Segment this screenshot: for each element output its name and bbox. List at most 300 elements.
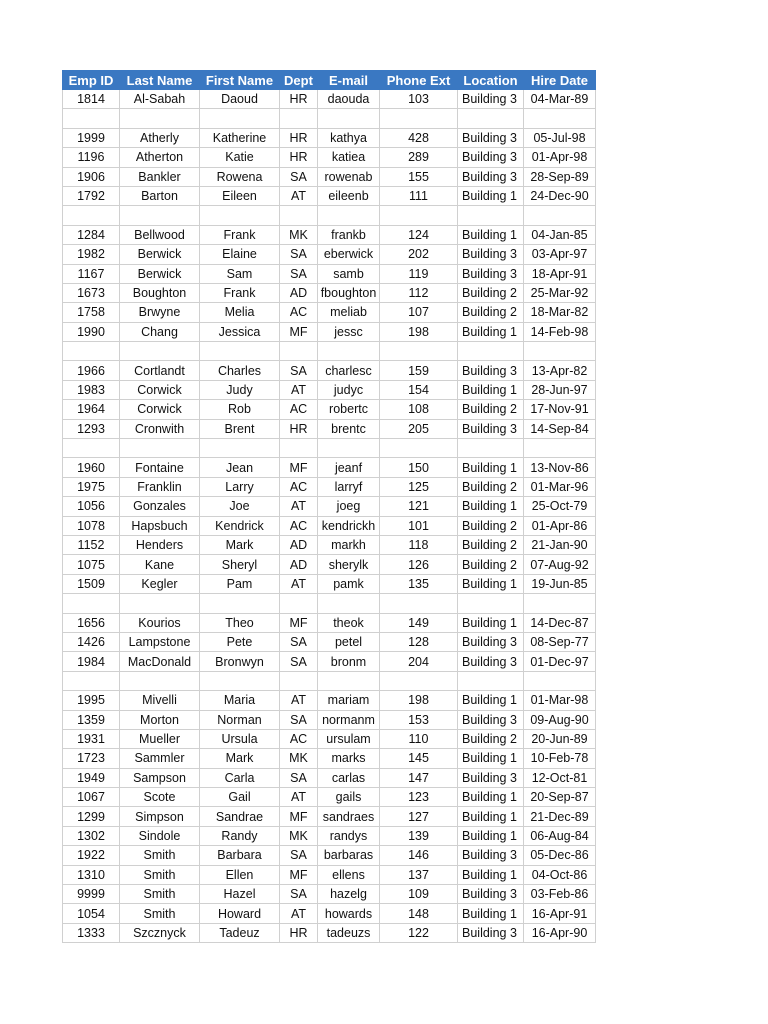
location-cell[interactable]: Building 1	[458, 574, 524, 593]
last-name-cell[interactable]: Smith	[120, 904, 200, 923]
hire-date-cell[interactable]: 12-Oct-81	[524, 768, 596, 787]
location-cell[interactable]: Building 2	[458, 303, 524, 322]
hire-date-cell[interactable]	[524, 206, 596, 225]
phone-ext-cell[interactable]: 202	[380, 245, 458, 264]
emp-id-cell[interactable]: 1931	[63, 729, 120, 748]
last-name-cell[interactable]: Mueller	[120, 729, 200, 748]
first-name-cell[interactable]: Mark	[200, 749, 280, 768]
first-name-cell[interactable]: Rowena	[200, 167, 280, 186]
dept-cell[interactable]	[280, 342, 318, 361]
dept-cell[interactable]: AC	[280, 516, 318, 535]
dept-cell[interactable]: HR	[280, 923, 318, 942]
dept-cell[interactable]	[280, 439, 318, 458]
email-cell[interactable]: meliab	[318, 303, 380, 322]
dept-cell[interactable]: SA	[280, 885, 318, 904]
email-cell[interactable]: frankb	[318, 225, 380, 244]
dept-cell[interactable]: AC	[280, 400, 318, 419]
emp-id-cell[interactable]: 1075	[63, 555, 120, 574]
first-name-cell[interactable]: Daoud	[200, 90, 280, 109]
last-name-cell[interactable]: Kourios	[120, 613, 200, 632]
phone-ext-cell[interactable]: 112	[380, 283, 458, 302]
emp-id-cell[interactable]: 1299	[63, 807, 120, 826]
last-name-cell[interactable]: Smith	[120, 865, 200, 884]
location-cell[interactable]: Building 1	[458, 322, 524, 341]
emp-id-cell[interactable]: 1054	[63, 904, 120, 923]
location-cell[interactable]: Building 1	[458, 225, 524, 244]
location-cell[interactable]: Building 2	[458, 555, 524, 574]
location-cell[interactable]: Building 1	[458, 458, 524, 477]
first-name-cell[interactable]: Joe	[200, 497, 280, 516]
first-name-cell[interactable]	[200, 342, 280, 361]
hire-date-cell[interactable]: 13-Apr-82	[524, 361, 596, 380]
location-cell[interactable]: Building 3	[458, 264, 524, 283]
last-name-cell[interactable]	[120, 439, 200, 458]
emp-id-cell[interactable]	[63, 342, 120, 361]
emp-id-cell[interactable]: 1949	[63, 768, 120, 787]
location-cell[interactable]: Building 3	[458, 90, 524, 109]
last-name-cell[interactable]	[120, 206, 200, 225]
dept-cell[interactable]: AD	[280, 555, 318, 574]
phone-ext-cell[interactable]: 103	[380, 90, 458, 109]
hire-date-cell[interactable]: 28-Jun-97	[524, 380, 596, 399]
email-cell[interactable]: theok	[318, 613, 380, 632]
first-name-cell[interactable]: Tadeuz	[200, 923, 280, 942]
email-cell[interactable]: tadeuzs	[318, 923, 380, 942]
header-first-name[interactable]: First Name	[200, 71, 280, 90]
last-name-cell[interactable]: Atherton	[120, 148, 200, 167]
hire-date-cell[interactable]: 06-Aug-84	[524, 826, 596, 845]
first-name-cell[interactable]: Bronwyn	[200, 652, 280, 671]
location-cell[interactable]: Building 1	[458, 186, 524, 205]
emp-id-cell[interactable]: 1078	[63, 516, 120, 535]
email-cell[interactable]	[318, 206, 380, 225]
dept-cell[interactable]: SA	[280, 245, 318, 264]
hire-date-cell[interactable]	[524, 109, 596, 128]
emp-id-cell[interactable]: 1999	[63, 128, 120, 147]
emp-id-cell[interactable]: 1723	[63, 749, 120, 768]
header-hire-date[interactable]: Hire Date	[524, 71, 596, 90]
dept-cell[interactable]: SA	[280, 361, 318, 380]
phone-ext-cell[interactable]: 147	[380, 768, 458, 787]
location-cell[interactable]: Building 2	[458, 283, 524, 302]
email-cell[interactable]: sandraes	[318, 807, 380, 826]
dept-cell[interactable]: MK	[280, 225, 318, 244]
emp-id-cell[interactable]: 1922	[63, 846, 120, 865]
hire-date-cell[interactable]: 25-Oct-79	[524, 497, 596, 516]
emp-id-cell[interactable]: 1656	[63, 613, 120, 632]
first-name-cell[interactable]: Randy	[200, 826, 280, 845]
dept-cell[interactable]: MF	[280, 613, 318, 632]
email-cell[interactable]: kendrickh	[318, 516, 380, 535]
location-cell[interactable]: Building 3	[458, 846, 524, 865]
phone-ext-cell[interactable]: 123	[380, 788, 458, 807]
emp-id-cell[interactable]: 1310	[63, 865, 120, 884]
location-cell[interactable]: Building 1	[458, 826, 524, 845]
first-name-cell[interactable]: Pete	[200, 632, 280, 651]
hire-date-cell[interactable]: 14-Dec-87	[524, 613, 596, 632]
dept-cell[interactable]: HR	[280, 90, 318, 109]
hire-date-cell[interactable]: 16-Apr-90	[524, 923, 596, 942]
location-cell[interactable]: Building 3	[458, 923, 524, 942]
first-name-cell[interactable]: Sandrae	[200, 807, 280, 826]
first-name-cell[interactable]: Hazel	[200, 885, 280, 904]
first-name-cell[interactable]: Charles	[200, 361, 280, 380]
dept-cell[interactable]: SA	[280, 846, 318, 865]
last-name-cell[interactable]: Sammler	[120, 749, 200, 768]
emp-id-cell[interactable]: 1056	[63, 497, 120, 516]
emp-id-cell[interactable]: 1964	[63, 400, 120, 419]
last-name-cell[interactable]: Lampstone	[120, 632, 200, 651]
last-name-cell[interactable]: Sindole	[120, 826, 200, 845]
hire-date-cell[interactable]: 24-Dec-90	[524, 186, 596, 205]
phone-ext-cell[interactable]: 124	[380, 225, 458, 244]
first-name-cell[interactable]: Jessica	[200, 322, 280, 341]
first-name-cell[interactable]: Katie	[200, 148, 280, 167]
first-name-cell[interactable]: Frank	[200, 283, 280, 302]
phone-ext-cell[interactable]: 135	[380, 574, 458, 593]
last-name-cell[interactable]: Smith	[120, 846, 200, 865]
phone-ext-cell[interactable]: 145	[380, 749, 458, 768]
emp-id-cell[interactable]: 1960	[63, 458, 120, 477]
first-name-cell[interactable]	[200, 206, 280, 225]
email-cell[interactable]: mariam	[318, 691, 380, 710]
header-location[interactable]: Location	[458, 71, 524, 90]
phone-ext-cell[interactable]: 127	[380, 807, 458, 826]
phone-ext-cell[interactable]: 148	[380, 904, 458, 923]
emp-id-cell[interactable]: 1966	[63, 361, 120, 380]
emp-id-cell[interactable]: 1067	[63, 788, 120, 807]
phone-ext-cell[interactable]: 111	[380, 186, 458, 205]
emp-id-cell[interactable]: 1984	[63, 652, 120, 671]
emp-id-cell[interactable]: 1758	[63, 303, 120, 322]
last-name-cell[interactable]: MacDonald	[120, 652, 200, 671]
location-cell[interactable]: Building 1	[458, 380, 524, 399]
emp-id-cell[interactable]: 1975	[63, 477, 120, 496]
emp-id-cell[interactable]	[63, 109, 120, 128]
last-name-cell[interactable]: Brwyne	[120, 303, 200, 322]
emp-id-cell[interactable]: 1792	[63, 186, 120, 205]
last-name-cell[interactable]	[120, 671, 200, 690]
last-name-cell[interactable]: Sampson	[120, 768, 200, 787]
email-cell[interactable]: ursulam	[318, 729, 380, 748]
email-cell[interactable]: judyc	[318, 380, 380, 399]
phone-ext-cell[interactable]	[380, 109, 458, 128]
email-cell[interactable]	[318, 671, 380, 690]
phone-ext-cell[interactable]: 128	[380, 632, 458, 651]
emp-id-cell[interactable]: 1814	[63, 90, 120, 109]
email-cell[interactable]: charlesc	[318, 361, 380, 380]
location-cell[interactable]: Building 3	[458, 148, 524, 167]
last-name-cell[interactable]: Hapsbuch	[120, 516, 200, 535]
first-name-cell[interactable]: Judy	[200, 380, 280, 399]
first-name-cell[interactable]: Mark	[200, 535, 280, 554]
last-name-cell[interactable]: Gonzales	[120, 497, 200, 516]
phone-ext-cell[interactable]: 121	[380, 497, 458, 516]
emp-id-cell[interactable]: 1196	[63, 148, 120, 167]
hire-date-cell[interactable]: 01-Apr-98	[524, 148, 596, 167]
dept-cell[interactable]	[280, 109, 318, 128]
dept-cell[interactable]: AD	[280, 535, 318, 554]
location-cell[interactable]: Building 2	[458, 516, 524, 535]
first-name-cell[interactable]: Brent	[200, 419, 280, 438]
email-cell[interactable]: ellens	[318, 865, 380, 884]
email-cell[interactable]: howards	[318, 904, 380, 923]
emp-id-cell[interactable]: 1983	[63, 380, 120, 399]
hire-date-cell[interactable]: 28-Sep-89	[524, 167, 596, 186]
last-name-cell[interactable]: Simpson	[120, 807, 200, 826]
location-cell[interactable]: Building 3	[458, 710, 524, 729]
dept-cell[interactable]: HR	[280, 128, 318, 147]
email-cell[interactable]: barbaras	[318, 846, 380, 865]
email-cell[interactable]	[318, 594, 380, 613]
email-cell[interactable]: rowenab	[318, 167, 380, 186]
phone-ext-cell[interactable]: 153	[380, 710, 458, 729]
last-name-cell[interactable]: Mivelli	[120, 691, 200, 710]
hire-date-cell[interactable]: 01-Dec-97	[524, 652, 596, 671]
location-cell[interactable]: Building 3	[458, 419, 524, 438]
phone-ext-cell[interactable]: 119	[380, 264, 458, 283]
last-name-cell[interactable]	[120, 109, 200, 128]
dept-cell[interactable]: AC	[280, 303, 318, 322]
dept-cell[interactable]: MF	[280, 807, 318, 826]
first-name-cell[interactable]: Theo	[200, 613, 280, 632]
hire-date-cell[interactable]	[524, 439, 596, 458]
hire-date-cell[interactable]: 14-Feb-98	[524, 322, 596, 341]
dept-cell[interactable]	[280, 594, 318, 613]
header-last-name[interactable]: Last Name	[120, 71, 200, 90]
emp-id-cell[interactable]: 1509	[63, 574, 120, 593]
dept-cell[interactable]: HR	[280, 419, 318, 438]
last-name-cell[interactable]: Berwick	[120, 245, 200, 264]
phone-ext-cell[interactable]: 137	[380, 865, 458, 884]
emp-id-cell[interactable]	[63, 206, 120, 225]
header-phone-ext[interactable]: Phone Ext	[380, 71, 458, 90]
emp-id-cell[interactable]: 1152	[63, 535, 120, 554]
last-name-cell[interactable]: Kegler	[120, 574, 200, 593]
email-cell[interactable]: gails	[318, 788, 380, 807]
hire-date-cell[interactable]: 21-Dec-89	[524, 807, 596, 826]
dept-cell[interactable]: AC	[280, 729, 318, 748]
phone-ext-cell[interactable]: 155	[380, 167, 458, 186]
hire-date-cell[interactable]: 21-Jan-90	[524, 535, 596, 554]
last-name-cell[interactable]: Boughton	[120, 283, 200, 302]
first-name-cell[interactable]	[200, 594, 280, 613]
emp-id-cell[interactable]: 1982	[63, 245, 120, 264]
hire-date-cell[interactable]: 04-Oct-86	[524, 865, 596, 884]
dept-cell[interactable]: AT	[280, 691, 318, 710]
location-cell[interactable]: Building 2	[458, 477, 524, 496]
location-cell[interactable]: Building 1	[458, 749, 524, 768]
phone-ext-cell[interactable]: 110	[380, 729, 458, 748]
last-name-cell[interactable]: Berwick	[120, 264, 200, 283]
first-name-cell[interactable]: Ursula	[200, 729, 280, 748]
last-name-cell[interactable]: Henders	[120, 535, 200, 554]
location-cell[interactable]	[458, 594, 524, 613]
first-name-cell[interactable]: Melia	[200, 303, 280, 322]
dept-cell[interactable]: SA	[280, 167, 318, 186]
hire-date-cell[interactable]: 19-Jun-85	[524, 574, 596, 593]
phone-ext-cell[interactable]: 139	[380, 826, 458, 845]
first-name-cell[interactable]: Sheryl	[200, 555, 280, 574]
location-cell[interactable]: Building 2	[458, 729, 524, 748]
hire-date-cell[interactable]: 03-Apr-97	[524, 245, 596, 264]
dept-cell[interactable]: AT	[280, 788, 318, 807]
location-cell[interactable]: Building 2	[458, 535, 524, 554]
hire-date-cell[interactable]: 16-Apr-91	[524, 904, 596, 923]
last-name-cell[interactable]: Al-Sabah	[120, 90, 200, 109]
last-name-cell[interactable]: Bellwood	[120, 225, 200, 244]
phone-ext-cell[interactable]: 204	[380, 652, 458, 671]
phone-ext-cell[interactable]: 198	[380, 322, 458, 341]
email-cell[interactable]: petel	[318, 632, 380, 651]
location-cell[interactable]	[458, 342, 524, 361]
emp-id-cell[interactable]: 1673	[63, 283, 120, 302]
phone-ext-cell[interactable]: 205	[380, 419, 458, 438]
last-name-cell[interactable]: Corwick	[120, 400, 200, 419]
email-cell[interactable]: carlas	[318, 768, 380, 787]
email-cell[interactable]: robertc	[318, 400, 380, 419]
hire-date-cell[interactable]: 17-Nov-91	[524, 400, 596, 419]
last-name-cell[interactable]: Corwick	[120, 380, 200, 399]
dept-cell[interactable]	[280, 206, 318, 225]
dept-cell[interactable]: SA	[280, 632, 318, 651]
location-cell[interactable]: Building 1	[458, 613, 524, 632]
phone-ext-cell[interactable]: 150	[380, 458, 458, 477]
email-cell[interactable]	[318, 439, 380, 458]
first-name-cell[interactable]: Carla	[200, 768, 280, 787]
hire-date-cell[interactable]	[524, 671, 596, 690]
last-name-cell[interactable]: Kane	[120, 555, 200, 574]
emp-id-cell[interactable]: 1990	[63, 322, 120, 341]
email-cell[interactable]	[318, 109, 380, 128]
header-email[interactable]: E-mail	[318, 71, 380, 90]
dept-cell[interactable]: MF	[280, 322, 318, 341]
last-name-cell[interactable]	[120, 594, 200, 613]
location-cell[interactable]: Building 1	[458, 788, 524, 807]
first-name-cell[interactable]: Gail	[200, 788, 280, 807]
location-cell[interactable]: Building 3	[458, 245, 524, 264]
dept-cell[interactable]: MF	[280, 865, 318, 884]
location-cell[interactable]: Building 1	[458, 497, 524, 516]
email-cell[interactable]: jessc	[318, 322, 380, 341]
hire-date-cell[interactable]	[524, 594, 596, 613]
dept-cell[interactable]	[280, 671, 318, 690]
hire-date-cell[interactable]	[524, 342, 596, 361]
email-cell[interactable]: eileenb	[318, 186, 380, 205]
phone-ext-cell[interactable]: 149	[380, 613, 458, 632]
phone-ext-cell[interactable]	[380, 671, 458, 690]
hire-date-cell[interactable]: 13-Nov-86	[524, 458, 596, 477]
hire-date-cell[interactable]: 18-Apr-91	[524, 264, 596, 283]
phone-ext-cell[interactable]: 154	[380, 380, 458, 399]
phone-ext-cell[interactable]: 101	[380, 516, 458, 535]
phone-ext-cell[interactable]: 289	[380, 148, 458, 167]
hire-date-cell[interactable]: 05-Dec-86	[524, 846, 596, 865]
last-name-cell[interactable]: Scote	[120, 788, 200, 807]
email-cell[interactable]: sherylk	[318, 555, 380, 574]
dept-cell[interactable]: AT	[280, 904, 318, 923]
emp-id-cell[interactable]	[63, 594, 120, 613]
dept-cell[interactable]: SA	[280, 710, 318, 729]
hire-date-cell[interactable]: 05-Jul-98	[524, 128, 596, 147]
location-cell[interactable]: Building 3	[458, 361, 524, 380]
first-name-cell[interactable]: Maria	[200, 691, 280, 710]
email-cell[interactable]: marks	[318, 749, 380, 768]
email-cell[interactable]: katiea	[318, 148, 380, 167]
phone-ext-cell[interactable]: 122	[380, 923, 458, 942]
first-name-cell[interactable]: Elaine	[200, 245, 280, 264]
last-name-cell[interactable]: Bankler	[120, 167, 200, 186]
location-cell[interactable]: Building 1	[458, 807, 524, 826]
dept-cell[interactable]: MF	[280, 458, 318, 477]
phone-ext-cell[interactable]: 107	[380, 303, 458, 322]
first-name-cell[interactable]: Barbara	[200, 846, 280, 865]
location-cell[interactable]: Building 3	[458, 167, 524, 186]
dept-cell[interactable]: SA	[280, 652, 318, 671]
first-name-cell[interactable]: Jean	[200, 458, 280, 477]
location-cell[interactable]: Building 3	[458, 632, 524, 651]
location-cell[interactable]: Building 3	[458, 128, 524, 147]
dept-cell[interactable]: AT	[280, 186, 318, 205]
hire-date-cell[interactable]: 25-Mar-92	[524, 283, 596, 302]
hire-date-cell[interactable]: 04-Mar-89	[524, 90, 596, 109]
emp-id-cell[interactable]: 1426	[63, 632, 120, 651]
email-cell[interactable]: jeanf	[318, 458, 380, 477]
location-cell[interactable]: Building 1	[458, 865, 524, 884]
first-name-cell[interactable]	[200, 671, 280, 690]
last-name-cell[interactable]	[120, 342, 200, 361]
phone-ext-cell[interactable]: 108	[380, 400, 458, 419]
first-name-cell[interactable]: Larry	[200, 477, 280, 496]
email-cell[interactable]: daouda	[318, 90, 380, 109]
location-cell[interactable]: Building 3	[458, 885, 524, 904]
email-cell[interactable]: fboughton	[318, 283, 380, 302]
dept-cell[interactable]: AT	[280, 497, 318, 516]
dept-cell[interactable]: AT	[280, 380, 318, 399]
emp-id-cell[interactable]: 1995	[63, 691, 120, 710]
phone-ext-cell[interactable]: 146	[380, 846, 458, 865]
hire-date-cell[interactable]: 18-Mar-82	[524, 303, 596, 322]
hire-date-cell[interactable]: 01-Mar-98	[524, 691, 596, 710]
dept-cell[interactable]: HR	[280, 148, 318, 167]
header-emp-id[interactable]: Emp ID	[63, 71, 120, 90]
emp-id-cell[interactable]	[63, 439, 120, 458]
hire-date-cell[interactable]: 01-Apr-86	[524, 516, 596, 535]
location-cell[interactable]: Building 2	[458, 400, 524, 419]
location-cell[interactable]: Building 1	[458, 904, 524, 923]
phone-ext-cell[interactable]: 428	[380, 128, 458, 147]
dept-cell[interactable]: SA	[280, 768, 318, 787]
location-cell[interactable]	[458, 206, 524, 225]
location-cell[interactable]	[458, 109, 524, 128]
hire-date-cell[interactable]: 20-Jun-89	[524, 729, 596, 748]
last-name-cell[interactable]: Atherly	[120, 128, 200, 147]
phone-ext-cell[interactable]	[380, 439, 458, 458]
hire-date-cell[interactable]: 09-Aug-90	[524, 710, 596, 729]
dept-cell[interactable]: AT	[280, 574, 318, 593]
dept-cell[interactable]: AD	[280, 283, 318, 302]
emp-id-cell[interactable]: 1333	[63, 923, 120, 942]
location-cell[interactable]	[458, 439, 524, 458]
email-cell[interactable]: joeg	[318, 497, 380, 516]
phone-ext-cell[interactable]	[380, 342, 458, 361]
phone-ext-cell[interactable]	[380, 594, 458, 613]
first-name-cell[interactable]: Norman	[200, 710, 280, 729]
emp-id-cell[interactable]: 1293	[63, 419, 120, 438]
hire-date-cell[interactable]: 20-Sep-87	[524, 788, 596, 807]
last-name-cell[interactable]: Smith	[120, 885, 200, 904]
last-name-cell[interactable]: Franklin	[120, 477, 200, 496]
